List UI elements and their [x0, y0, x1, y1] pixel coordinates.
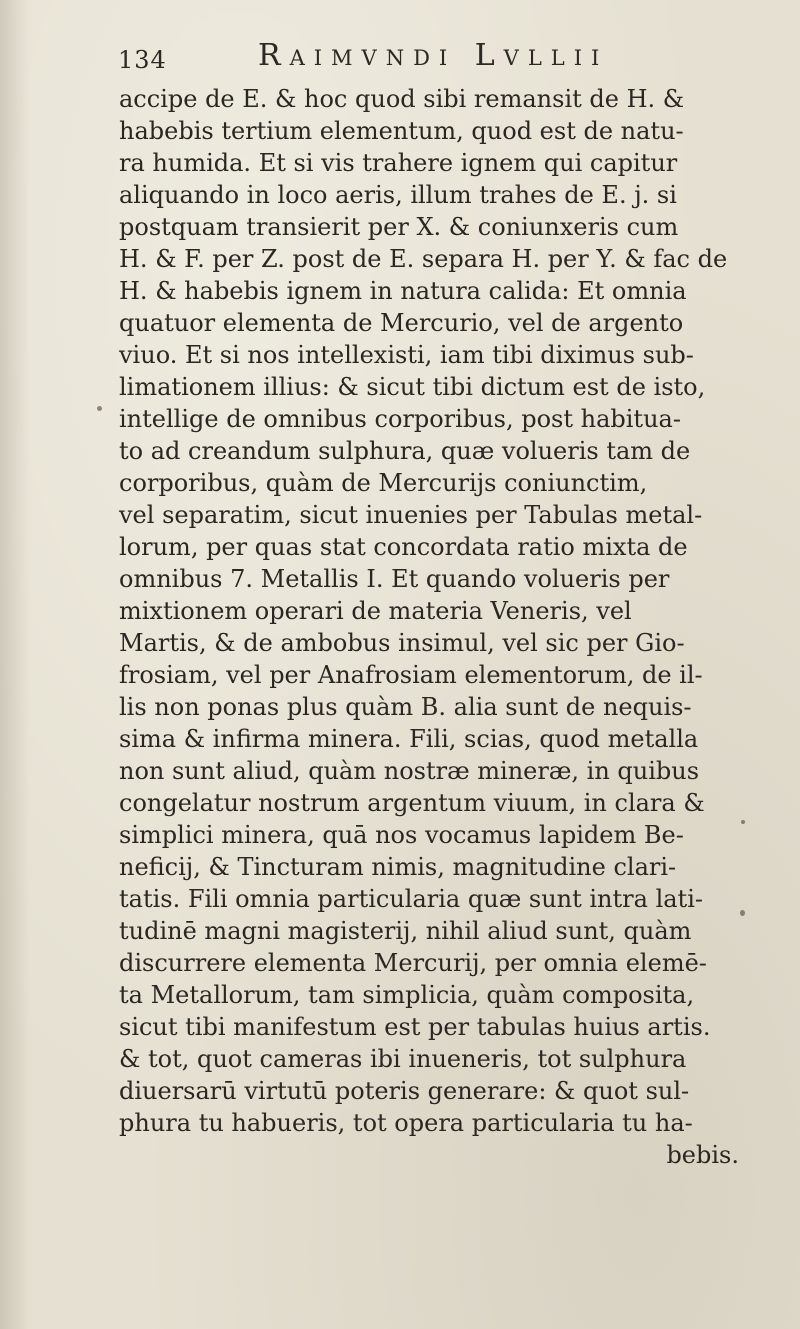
text-line: diuersarū virtutū poteris generare: & quot sul- [119, 1077, 690, 1105]
text-line: vel separatim, sicut inuenies per Tabulas metal- [119, 501, 703, 529]
ink-speck [740, 910, 745, 916]
text-line: sima & infirma minera. Fili, scias, quod metalla [119, 725, 699, 753]
text-line: simplici minera, quā nos vocamus lapidem Be- [119, 821, 684, 849]
text-line: sicut tibi manifestum est per tabulas huius artis. [119, 1013, 711, 1041]
text-line: discurrere elementa Mercurij, per omnia elemē- [119, 949, 707, 977]
text-line: H. & habebis ignem in natura calida: Et omnia [119, 277, 687, 305]
text-line: postquam transierit per X. & coniunxeris cum [119, 213, 679, 241]
page-number: 134 [118, 46, 167, 74]
text-line: Martis, & de ambobus insimul, vel sic per Gio- [119, 629, 685, 657]
text-line: congelatur nostrum argentum viuum, in clara & [119, 789, 705, 817]
text-line: non sunt aliud, quàm nostræ mineræ, in quibus [119, 757, 700, 785]
text-line: quatuor elementa de Mercurio, vel de argento [119, 309, 684, 337]
text-line: habebis tertium elementum, quod est de natu- [119, 117, 684, 145]
body-text [119, 83, 739, 1171]
ink-speck [741, 820, 745, 824]
text-line: intellige de omnibus corporibus, post habitua- [119, 405, 681, 433]
text-line: bebis. [666, 1141, 739, 1169]
text-line: limationem illius: & sicut tibi dictum est de isto, [119, 373, 706, 401]
text-line: tudinē magni magisterij, nihil aliud sunt, quàm [119, 917, 692, 945]
text-line: lis non ponas plus quàm B. alia sunt de nequis- [119, 693, 692, 721]
text-line: phura tu habueris, tot opera particularia tu ha- [119, 1109, 693, 1137]
ink-speck [97, 406, 102, 411]
text-line: frosiam, vel per Anafrosiam elementorum, de il- [119, 661, 703, 689]
text-line: accipe de E. & hoc quod sibi remansit de H. & [119, 85, 685, 113]
text-line: H. & F. per Z. post de E. separa H. per Y. & fac de [119, 245, 728, 273]
text-line: to ad creandum sulphura, quæ volueris tam de [119, 437, 691, 465]
text-line: viuo. Et si nos intellexisti, iam tibi diximus sub- [119, 341, 694, 369]
running-title: Raimvndi Lvllii [258, 38, 609, 73]
text-line: & tot, quot cameras ibi inueneris, tot sulphura [119, 1045, 687, 1073]
page-header [118, 38, 678, 82]
page-gutter-shadow [0, 0, 30, 1329]
text-line: ta Metallorum, tam simplicia, quàm composita, [119, 981, 695, 1009]
text-line: lorum, per quas stat concordata ratio mixta de [119, 533, 688, 561]
text-line: omnibus 7. Metallis I. Et quando volueris per [119, 565, 670, 593]
text-line: tatis. Fili omnia particularia quæ sunt intra lati- [119, 885, 703, 913]
text-line: ra humida. Et si vis trahere ignem qui capitur [119, 149, 678, 177]
text-line: mixtionem operari de materia Veneris, vel [119, 597, 632, 625]
text-line: aliquando in loco aeris, illum trahes de E. j. si [119, 181, 677, 209]
text-line: corporibus, quàm de Mercurijs coniunctim, [119, 469, 648, 497]
text-line: neficij, & Tincturam nimis, magnitudine clari- [119, 853, 677, 881]
